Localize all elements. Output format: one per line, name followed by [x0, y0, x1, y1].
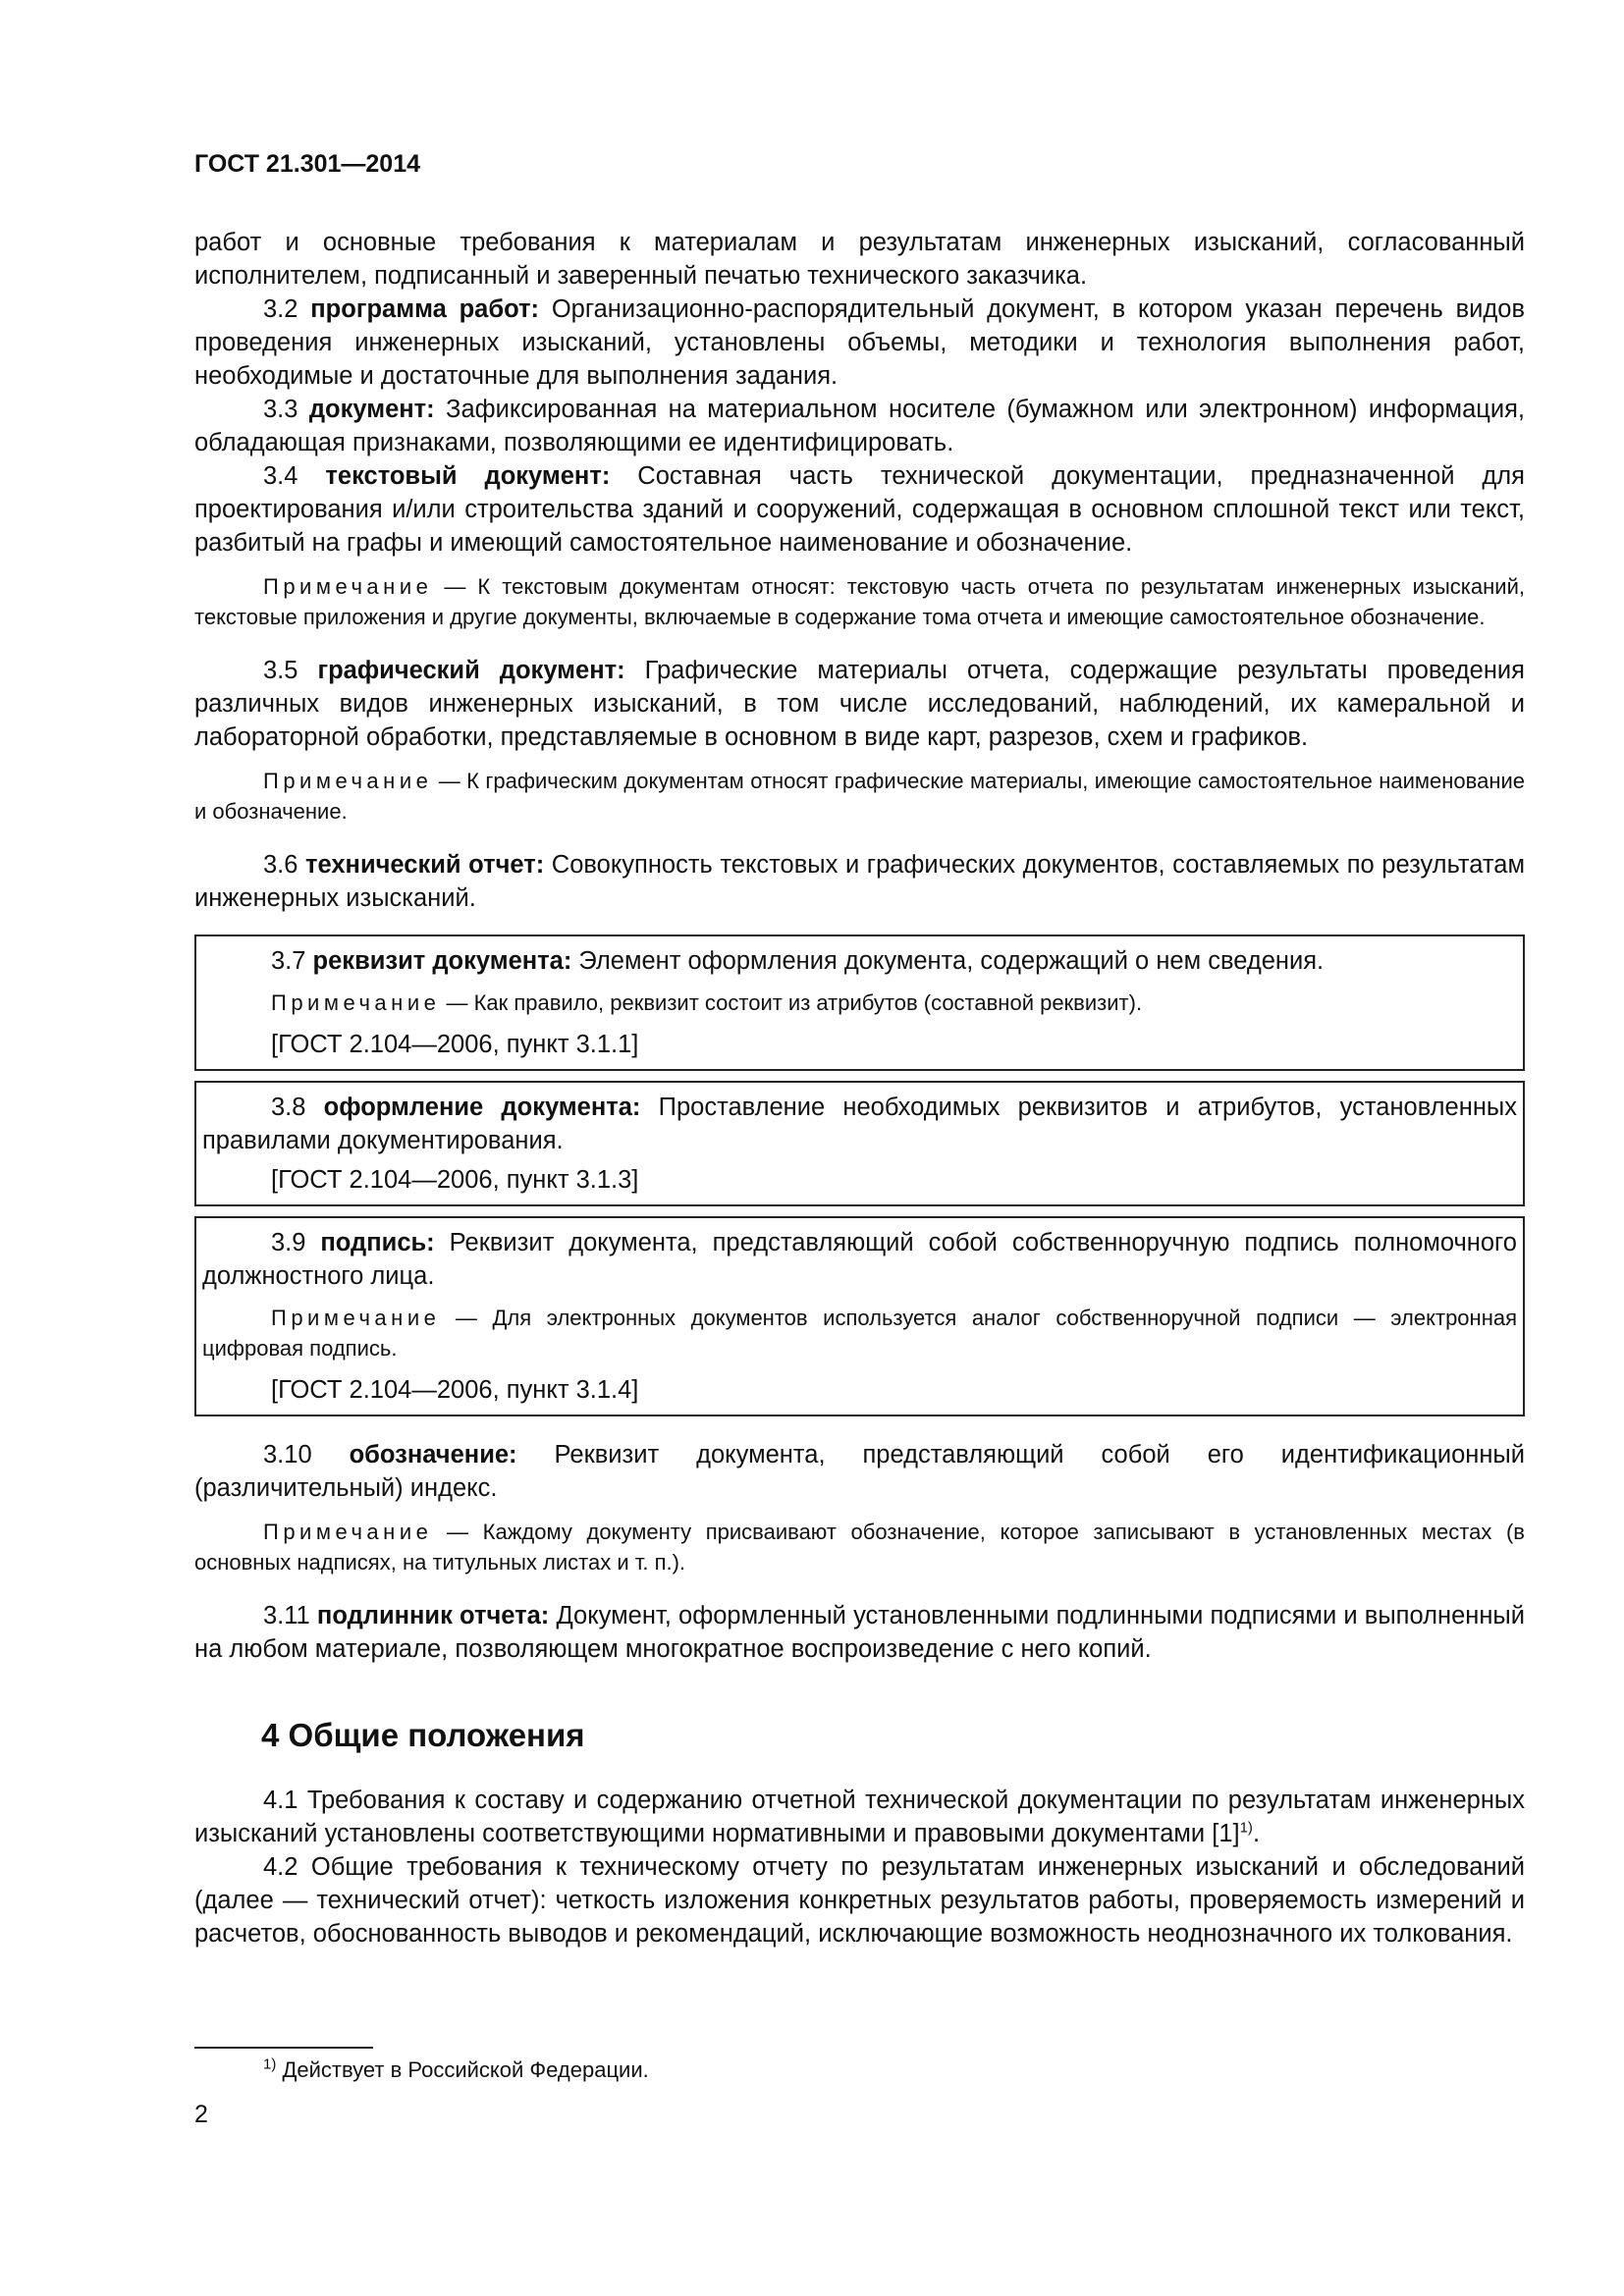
term-3-11: 3.11 подлинник отчета: Документ, оформленный установленными подлинными подписями и выполненный на любом материале, позволяющем многократное воспроизведение с него копий.	[194, 1602, 1525, 1663]
term-3-7: 3.7 реквизит документа: Элемент оформления документа, содержащий о нем сведения.	[271, 947, 1325, 975]
document-code-header: ГОСТ 21.301—2014	[194, 150, 421, 178]
term-box-3-7	[194, 934, 1525, 1071]
footnote-reference[interactable]: 1)	[1239, 1819, 1253, 1837]
term-box-3-9	[194, 1216, 1525, 1416]
note-label: Примечание	[271, 990, 441, 1015]
term-title: оформление документа:	[323, 1094, 641, 1121]
term-title: графический документ:	[317, 657, 625, 684]
term-title: подлинник отчета:	[316, 1602, 550, 1629]
term-3-5: 3.5 графический документ: Графические материалы отчета, содержащие результаты проведения различных видов инженерных изысканий, в том числе исследований, наблюдений, их камеральной и лабораторной обработки, представляемые в основном в виде карт, разрезов, схем и графиков.	[194, 657, 1525, 751]
term-3-8: 3.8 оформление документа: Проставление необходимых реквизитов и атрибутов, установленных правилами документирования.	[202, 1094, 1517, 1154]
footnote-divider	[194, 2047, 373, 2049]
term-title: реквизит документа:	[312, 947, 572, 975]
term-box-3-8	[194, 1081, 1525, 1206]
term-title: программа работ:	[310, 295, 540, 323]
term-title: подпись:	[320, 1229, 435, 1256]
page-number: 2	[194, 2101, 208, 2128]
term-title: технический отчет:	[305, 851, 545, 879]
continuation-paragraph: работ и основные требования к материалам и результатам инженерных изысканий, согласованный исполнителем, подписанный и заверенный печатью технического заказчика.	[194, 229, 1525, 290]
term-3-2: 3.2 программа работ: Организационно-распорядительный документ, в котором указан перечень видов проведения инженерных изысканий, установлены объемы, методики и технология выполнения работ, необходимые и достаточные для выполнения задания.	[194, 295, 1525, 390]
note-3-7: Примечание — Как правило, реквизит состоит из атрибутов (составной реквизит).	[271, 990, 1143, 1015]
reference-3-9: [ГОСТ 2.104—2006, пункт 3.1.4]	[271, 1376, 639, 1404]
note-label: Примечание	[263, 1520, 433, 1544]
footnote-mark: 1)	[263, 2056, 277, 2073]
section-4-title: 4 Общие положения	[261, 1717, 585, 1753]
term-3-4: 3.4 текстовый документ: Составная часть технической документации, предназначенной для проектирования и/или строительства зданий и сооружений, содержащая в основном сплошной текст или текст, разбитый на графы и имеющий самостоятельное наименование и обозначение.	[194, 462, 1525, 557]
note-3-10: Примечание — Каждому документу присваивают обозначение, которое записывают в установленных местах (в основных надписях, на титульных листах и т. п.).	[194, 1520, 1525, 1575]
term-3-3: 3.3 документ: Зафиксированная на материальном носителе (бумажном или электронном) информация, обладающая признаками, позволяющими ее идентифицировать.	[194, 396, 1525, 456]
term-3-10: 3.10 обозначение: Реквизит документа, представляющий собой его идентификационный (различительный) индекс.	[194, 1441, 1525, 1502]
footnote: $^{1)}$ Действует в Российской Федерации.	[263, 2056, 649, 2082]
term-3-6: 3.6 технический отчет: Совокупность текстовых и графических документов, составляемых по результатам инженерных изысканий.	[194, 851, 1525, 912]
reference-3-7: [ГОСТ 2.104—2006, пункт 3.1.1]	[271, 1031, 639, 1058]
note-3-5: Примечание — К графическим документам относят графические материалы, имеющие самостоятельное наименование и обозначение.	[194, 769, 1525, 824]
term-3-9: 3.9 подпись: Реквизит документа, представляющий собой собственноручную подпись полномочного должностного лица.	[202, 1229, 1517, 1290]
term-title: обозначение:	[349, 1441, 517, 1468]
page-body	[194, 147, 1525, 1950]
reference-3-8: [ГОСТ 2.104—2006, пункт 3.1.3]	[271, 1166, 639, 1194]
paragraph-4-1: 4.1 Требования к составу и содержанию отчетной технической документации по результатам инженерных изысканий установлены соответствующими нормативными и правовыми документами $[1]^{1)}$.	[194, 1787, 1525, 1847]
term-title: текстовый документ:	[325, 462, 611, 490]
note-label: Примечание	[263, 574, 433, 599]
note-label: Примечание	[271, 1306, 441, 1330]
paragraph-4-2: 4.2 Общие требования к техническому отчету по результатам инженерных изысканий и обследований (далее — технический отчет): четкость изложения конкретных результатов работы, проверяемость измерений и расчетов, обоснованность выводов и рекомендаций, исключающие возможность неоднозначного их толкования.	[194, 1853, 1525, 1948]
note-3-9: Примечание — Для электронных документов используется аналог собственноручной подписи — электронная цифровая подпись.	[202, 1306, 1517, 1361]
note-3-4: Примечание — К текстовым документам относят: текстовую часть отчета по результатам инженерных изысканий, текстовые приложения и другие документы, включаемые в содержание тома отчета и имеющие самостоятельное обозначение.	[194, 574, 1525, 629]
note-label: Примечание	[263, 769, 433, 793]
term-title: документ:	[308, 396, 435, 423]
